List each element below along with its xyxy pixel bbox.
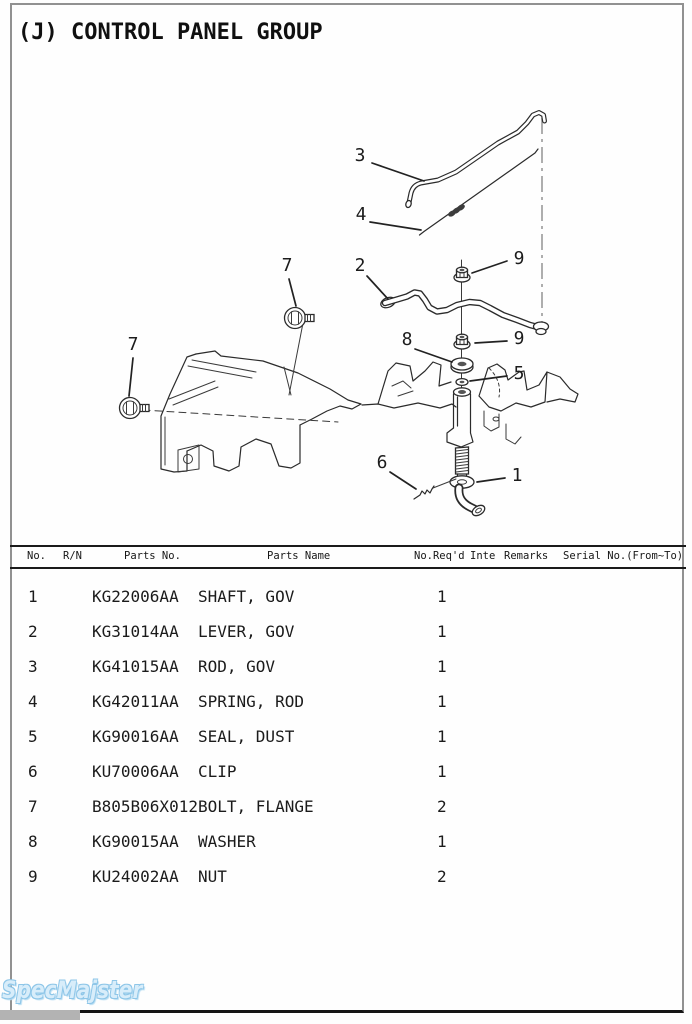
cell-parts-name: ROD, GOV [198, 657, 276, 676]
nut-lower-drawing [454, 334, 470, 349]
col-req: No.Req'd [414, 550, 465, 562]
cell-parts-name: WASHER [198, 832, 256, 851]
cell-no: 5 [28, 727, 38, 746]
spring-rod-drawing [420, 149, 539, 235]
cell-qty: 1 [437, 762, 447, 781]
bolt-upper-pointer [289, 323, 303, 395]
cell-no: 6 [28, 762, 38, 781]
cell-parts-no: KG42011AA [92, 692, 179, 711]
cell-parts-name: LEVER, GOV [198, 622, 295, 641]
washer-drawing [451, 358, 473, 373]
col-remarks: Remarks [504, 550, 549, 562]
cell-qty: 2 [437, 797, 447, 816]
watermark: SpecMajster [2, 976, 143, 1004]
cell-parts-no: KU70006AA [92, 762, 179, 781]
cell-qty: 1 [437, 692, 447, 711]
callout-nut-upper: 9 [513, 248, 525, 269]
nut-upper-drawing [454, 267, 470, 282]
cell-qty: 1 [437, 727, 447, 746]
callout-shaft: 1 [511, 465, 523, 486]
col-parts-name: Parts Name [267, 550, 331, 562]
control-panel-bracket-drawing [161, 351, 361, 472]
shaft-gov-drawing [450, 447, 487, 518]
cell-parts-name: CLIP [198, 762, 237, 781]
callout-spring: 4 [355, 204, 367, 225]
table-row [0, 657, 692, 681]
callout-nut-lower: 9 [513, 328, 525, 349]
cell-qty: 1 [437, 622, 447, 641]
callout-rod: 3 [354, 145, 366, 166]
col-serial: Serial No.(From~To) [563, 550, 684, 562]
callout-lever: 2 [354, 255, 366, 276]
cell-parts-name: SEAL, DUST [198, 727, 295, 746]
cell-parts-no: KG41015AA [92, 657, 179, 676]
clip-drawing [414, 479, 456, 499]
table-row [0, 727, 692, 751]
callout-clip: 6 [376, 452, 388, 473]
table-row [0, 867, 692, 891]
table-row [0, 797, 692, 821]
callout-washer: 8 [401, 329, 413, 350]
cell-parts-name: BOLT, FLANGE [198, 797, 314, 816]
cell-no: 7 [28, 797, 38, 816]
cell-qty: 1 [437, 587, 447, 606]
col-inte: Inte [470, 550, 496, 562]
cell-parts-name: SPRING, ROD [198, 692, 304, 711]
col-rn: R/N [63, 550, 82, 562]
cell-no: 1 [28, 587, 38, 606]
page-title: (J) CONTROL PANEL GROUP [18, 20, 323, 45]
cell-parts-name: SHAFT, GOV [198, 587, 295, 606]
cell-no: 2 [28, 622, 38, 641]
cell-parts-no: KU24002AA [92, 867, 179, 886]
table-header-rule [10, 567, 686, 569]
col-parts-no: Parts No. [124, 550, 181, 562]
crankcase-drawing [362, 362, 578, 447]
bolt-flange-upper-drawing [285, 308, 315, 329]
cell-no: 8 [28, 832, 38, 851]
cell-no: 9 [28, 867, 38, 886]
table-row [0, 832, 692, 856]
callout-bolt-upper: 7 [281, 255, 293, 276]
cell-parts-no: B805B06X012 [92, 797, 198, 816]
scan-artifact [0, 1010, 80, 1020]
table-row [0, 692, 692, 716]
cell-qty: 1 [437, 657, 447, 676]
col-no: No. [27, 550, 46, 562]
table-row [0, 587, 692, 611]
cell-parts-no: KG90016AA [92, 727, 179, 746]
callout-bolt-left: 7 [127, 334, 139, 355]
cell-parts-no: KG90015AA [92, 832, 179, 851]
seal-dust-drawing [456, 379, 468, 386]
cell-no: 3 [28, 657, 38, 676]
cell-parts-no: KG22006AA [92, 587, 179, 606]
table-row [0, 762, 692, 786]
cell-qty: 1 [437, 832, 447, 851]
table-row [0, 622, 692, 646]
callout-seal: 5 [513, 363, 525, 384]
exploded-parts-diagram [0, 55, 692, 545]
table-top-rule [10, 545, 686, 547]
cell-no: 4 [28, 692, 38, 711]
cell-parts-name: NUT [198, 867, 227, 886]
bolt-flange-left-drawing [120, 398, 150, 419]
cell-parts-no: KG31014AA [92, 622, 179, 641]
cell-qty: 2 [437, 867, 447, 886]
